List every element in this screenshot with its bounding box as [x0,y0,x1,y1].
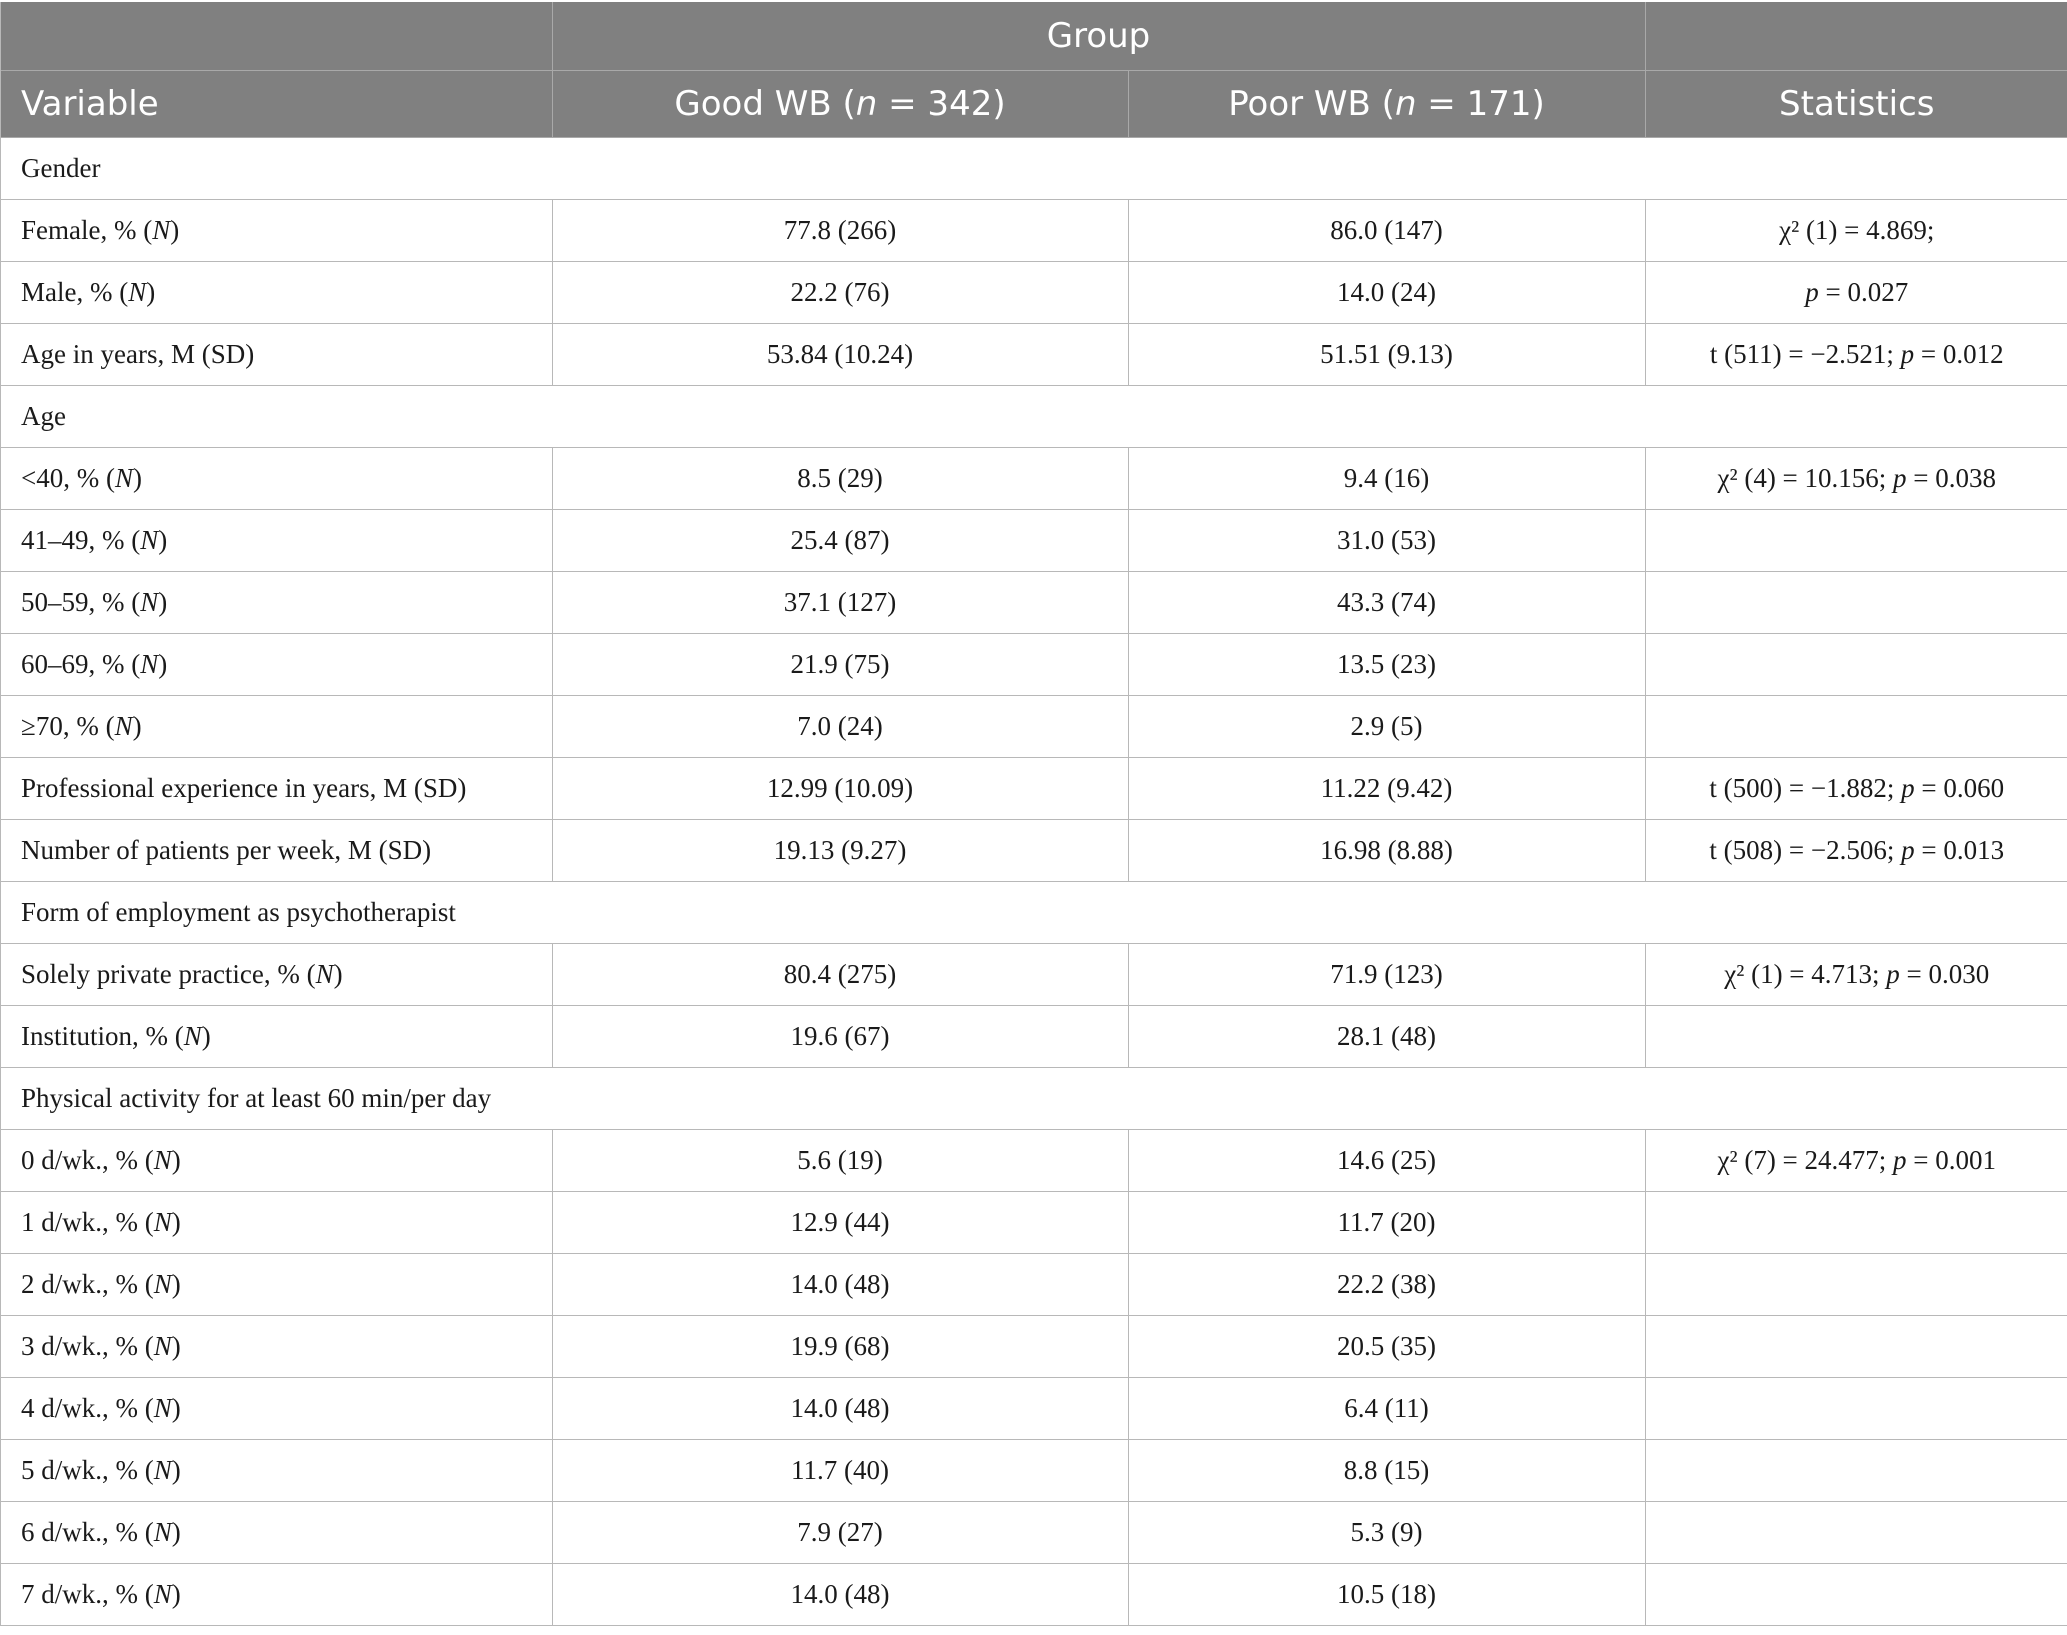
variable-cell: 6 d/wk., % (N) [1,1502,552,1564]
column-header-row [1,71,2067,138]
statistics-cell [1645,1192,2067,1254]
good-wb-cell: 14.0 (48) [552,1378,1128,1440]
section-row [1,386,2067,448]
poor-wb-cell: 13.5 (23) [1128,634,1645,696]
section-label: Physical activity for at least 60 min/per day [1,1068,2067,1130]
table-row [1,324,2067,386]
table-row [1,1564,2067,1626]
table-row [1,758,2067,820]
section-row [1,1068,2067,1130]
good-wb-cell: 22.2 (76) [552,262,1128,324]
poor-wb-cell: 20.5 (35) [1128,1316,1645,1378]
column-header-variable: Variable [1,71,552,138]
variable-cell: Solely private practice, % (N) [1,944,552,1006]
poor-wb-cell: 10.5 (18) [1128,1564,1645,1626]
poor-wb-cell: 86.0 (147) [1128,200,1645,262]
column-header-statistics: Statistics [1645,71,2067,138]
variable-cell: 2 d/wk., % (N) [1,1254,552,1316]
section-row [1,882,2067,944]
section-label: Age [1,386,2067,448]
variable-cell: 3 d/wk., % (N) [1,1316,552,1378]
statistics-cell: t (500) = −1.882; p = 0.060 [1645,758,2067,820]
table-row [1,510,2067,572]
variable-cell: Female, % (N) [1,200,552,262]
poor-wb-cell: 43.3 (74) [1128,572,1645,634]
group-header-row [1,2,2067,71]
variable-cell: Institution, % (N) [1,1006,552,1068]
variable-cell: <40, % (N) [1,448,552,510]
poor-wb-cell: 22.2 (38) [1128,1254,1645,1316]
statistics-cell [1645,1440,2067,1502]
good-wb-cell: 11.7 (40) [552,1440,1128,1502]
table-header [1,2,2067,138]
poor-wb-cell: 2.9 (5) [1128,696,1645,758]
section-label: Form of employment as psychotherapist [1,882,2067,944]
poor-wb-cell: 6.4 (11) [1128,1378,1645,1440]
variable-cell: Professional experience in years, M (SD) [1,758,552,820]
good-wb-cell: 19.9 (68) [552,1316,1128,1378]
table-row [1,820,2067,882]
poor-wb-cell: 14.0 (24) [1128,262,1645,324]
column-header-poor-wb: Poor WB (n = 171) [1128,71,1645,138]
variable-cell: Male, % (N) [1,262,552,324]
table-row [1,1254,2067,1316]
good-wb-cell: 53.84 (10.24) [552,324,1128,386]
variable-cell: Number of patients per week, M (SD) [1,820,552,882]
statistics-cell: χ² (4) = 10.156; p = 0.038 [1645,448,2067,510]
table-row [1,1006,2067,1068]
variable-cell: 60–69, % (N) [1,634,552,696]
good-wb-cell: 14.0 (48) [552,1254,1128,1316]
good-wb-cell: 21.9 (75) [552,634,1128,696]
table-row [1,944,2067,1006]
statistics-cell: t (511) = −2.521; p = 0.012 [1645,324,2067,386]
table-row [1,200,2067,262]
table-row [1,262,2067,324]
statistics-cell [1645,572,2067,634]
poor-wb-cell: 8.8 (15) [1128,1440,1645,1502]
table-row [1,1440,2067,1502]
header-empty-cell [1,2,552,71]
statistics-cell: χ² (1) = 4.713; p = 0.030 [1645,944,2067,1006]
variable-cell: 5 d/wk., % (N) [1,1440,552,1502]
good-wb-cell: 5.6 (19) [552,1130,1128,1192]
good-wb-cell: 14.0 (48) [552,1564,1128,1626]
poor-wb-cell: 14.6 (25) [1128,1130,1645,1192]
statistics-cell [1645,1316,2067,1378]
good-wb-cell: 12.99 (10.09) [552,758,1128,820]
poor-wb-cell: 11.22 (9.42) [1128,758,1645,820]
variable-cell: 7 d/wk., % (N) [1,1564,552,1626]
table-row [1,1502,2067,1564]
table-row [1,696,2067,758]
data-table [1,2,2067,1626]
good-wb-cell: 19.6 (67) [552,1006,1128,1068]
good-wb-cell: 7.9 (27) [552,1502,1128,1564]
poor-wb-cell: 11.7 (20) [1128,1192,1645,1254]
good-wb-cell: 80.4 (275) [552,944,1128,1006]
table-row [1,1378,2067,1440]
good-wb-cell: 19.13 (9.27) [552,820,1128,882]
table-body [1,138,2067,1626]
column-header-good-wb: Good WB (n = 342) [552,71,1128,138]
group-header: Group [552,2,1645,71]
statistics-cell [1645,1006,2067,1068]
poor-wb-cell: 31.0 (53) [1128,510,1645,572]
good-wb-cell: 12.9 (44) [552,1192,1128,1254]
statistics-cell [1645,1378,2067,1440]
table-row [1,1192,2067,1254]
good-wb-cell: 37.1 (127) [552,572,1128,634]
table-container [0,2,2067,1626]
poor-wb-cell: 5.3 (9) [1128,1502,1645,1564]
good-wb-cell: 8.5 (29) [552,448,1128,510]
table-row [1,448,2067,510]
variable-cell: Age in years, M (SD) [1,324,552,386]
statistics-cell: p = 0.027 [1645,262,2067,324]
table-row [1,634,2067,696]
statistics-cell [1645,1254,2067,1316]
statistics-cell [1645,696,2067,758]
header-empty-cell [1645,2,2067,71]
variable-cell: 50–59, % (N) [1,572,552,634]
poor-wb-cell: 28.1 (48) [1128,1006,1645,1068]
good-wb-cell: 25.4 (87) [552,510,1128,572]
statistics-cell [1645,1502,2067,1564]
variable-cell: 1 d/wk., % (N) [1,1192,552,1254]
good-wb-cell: 7.0 (24) [552,696,1128,758]
section-row [1,138,2067,200]
statistics-cell: χ² (7) = 24.477; p = 0.001 [1645,1130,2067,1192]
variable-cell: ≥70, % (N) [1,696,552,758]
table-row [1,1316,2067,1378]
poor-wb-cell: 51.51 (9.13) [1128,324,1645,386]
poor-wb-cell: 9.4 (16) [1128,448,1645,510]
statistics-cell: t (508) = −2.506; p = 0.013 [1645,820,2067,882]
good-wb-cell: 77.8 (266) [552,200,1128,262]
variable-cell: 41–49, % (N) [1,510,552,572]
table-row [1,572,2067,634]
poor-wb-cell: 16.98 (8.88) [1128,820,1645,882]
statistics-cell [1645,634,2067,696]
poor-wb-cell: 71.9 (123) [1128,944,1645,1006]
variable-cell: 4 d/wk., % (N) [1,1378,552,1440]
variable-cell: 0 d/wk., % (N) [1,1130,552,1192]
statistics-cell [1645,510,2067,572]
section-label: Gender [1,138,2067,200]
statistics-cell: χ² (1) = 4.869; [1645,200,2067,262]
table-row [1,1130,2067,1192]
statistics-cell [1645,1564,2067,1626]
